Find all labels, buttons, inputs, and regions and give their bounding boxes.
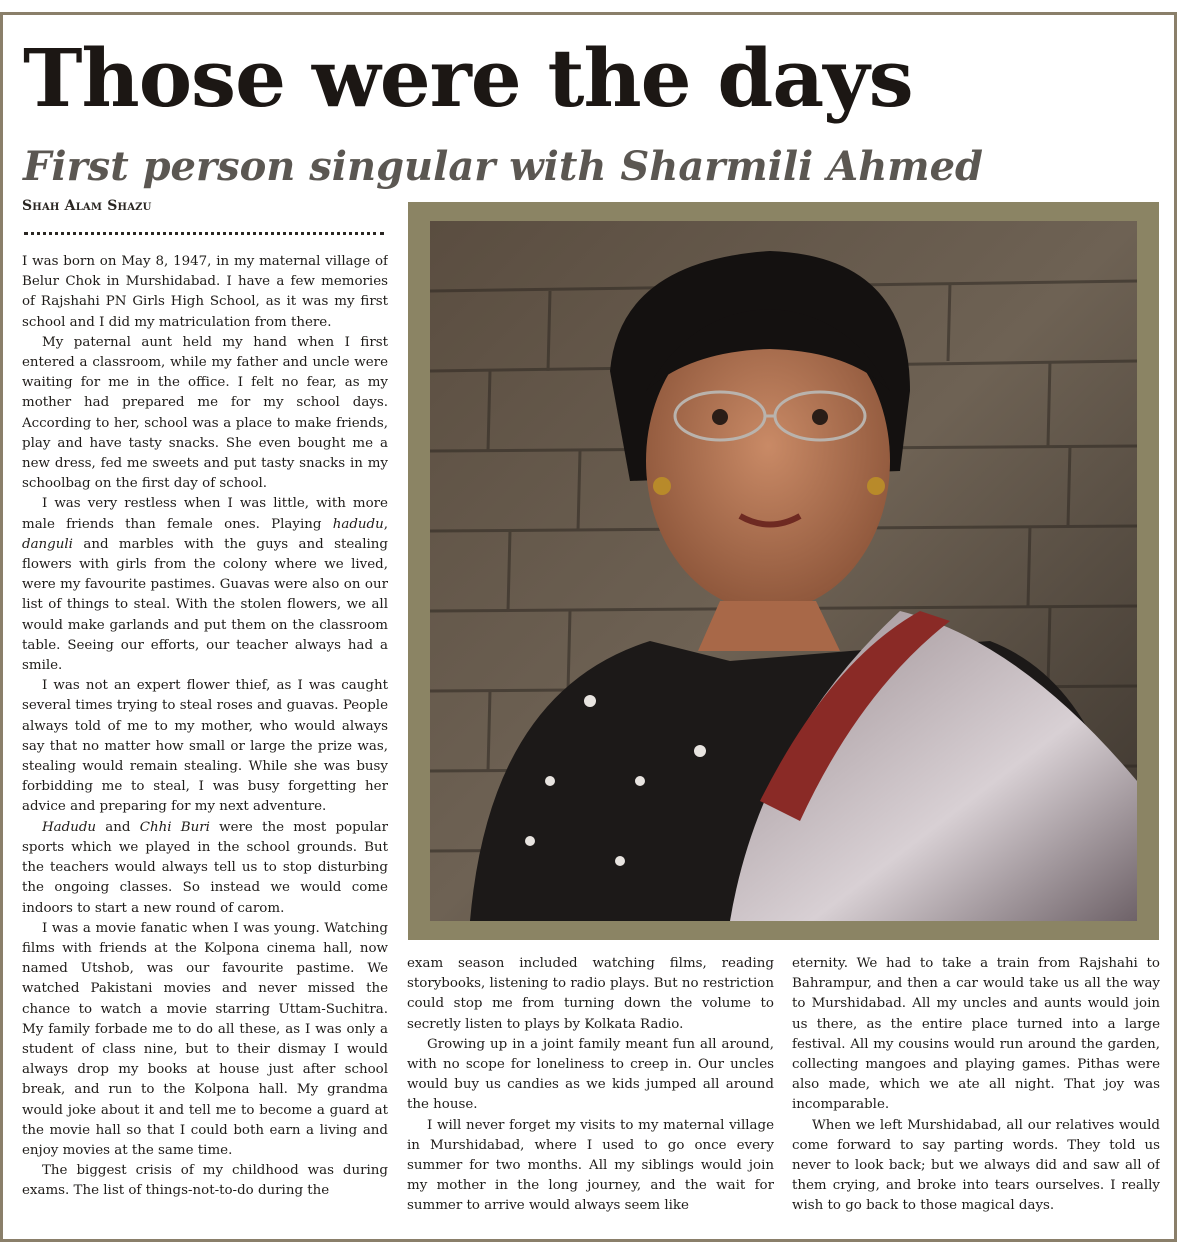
dotted-divider	[24, 232, 384, 235]
paragraph: Growing up in a joint family meant fun all around, with no scope for loneliness to creep in. Our uncles would buy us candies as we kids jumped all around the house.	[407, 1036, 774, 1113]
headline: Those were the days	[23, 31, 913, 125]
paragraph: I will never forget my visits to my maternal village in Murshidabad, where I used to go once every summer for two months. All my siblings would join my mother in the long journey, and the wait for summer to arrive would always seem like	[407, 1117, 774, 1214]
byline: Shah Alam Shazu	[22, 198, 152, 214]
photo-frame	[408, 202, 1159, 940]
paragraph: I was a movie fanatic when I was young. Watching films with friends at the Kolpona cinema hall, now named Utshob, was our favourite pastime. We watched Pakistani movies and never missed the chance to watch a movie starring Uttam-Suchitra. My family forbade me to do all these, as I was only a student of class nine, but to their dismay I would always drop my books at house just after school break, and run to the Kolpona hall. My grandma would joke about it and tell me to become a guard at the movie hall so that I could both earn a living and enjoy movies at the same time.	[22, 920, 388, 1158]
paragraph: Hadudu and Chhi Buri were the most popular sports which we played in the school grounds. But the teachers would always tell us to stop disturbing the ongoing classes. So instead we would come indoors to start a new round of carom.	[22, 819, 388, 916]
article-column-1	[22, 252, 388, 1222]
article-column-2	[407, 954, 774, 1224]
paragraph: I was born on May 8, 1947, in my maternal village of Belur Chok in Murshidabad. I have a few memories of Rajshahi PN Girls High School, as it was my first school and I did my matriculation from there.	[22, 254, 388, 330]
paragraph: exam season included watching films, reading storybooks, listening to radio plays. But no restriction could stop me from turning down the volume to secretly listen to plays by Kolkata Radio.	[407, 956, 774, 1032]
paragraph: I was very restless when I was little, with more male friends than female ones. Playing hadudu, danguli and marbles with the guys and stealing flowers with girls from the colony where we lived, were my favourite pastimes. Guavas were also on our list of things to steal. With the stolen flowers, we all would make garlands and put them on the classroom table. Seeing our efforts, our teacher always had a smile.	[22, 496, 388, 674]
paragraph: When we left Murshidabad, all our relatives would come forward to say parting words. They told us never to look back; but we always did and saw all of them crying, and broke into tears ourselves. I really wish to go back to those magical days.	[792, 1117, 1160, 1214]
paragraph: My paternal aunt held my hand when I first entered a classroom, while my father and uncle were waiting for me in the office. I felt no fear, as my mother had prepared me for my school days. According to her, school was a place to make friends, play and have tasty snacks. She even bought me a new dress, fed me sweets and put tasty snacks in my schoolbag on the first day of school.	[22, 334, 388, 492]
article-column-3	[792, 954, 1160, 1224]
paragraph: The biggest crisis of my childhood was during exams. The list of things-not-to-do during the	[22, 1163, 388, 1199]
paragraph: eternity. We had to take a train from Rajshahi to Bahrampur, and then a car would take us all the way to Murshidabad. All my uncles and aunts would join us there, as the entire place turned into a large festival. All my cousins would run around the garden, collecting mangoes and playing games. Pithas were also made, which we ate all night. That joy was incomparable.	[792, 956, 1160, 1113]
subheadline: First person singular with Sharmili Ahmed	[23, 143, 984, 190]
paragraph: I was not an expert flower thief, as I was caught several times trying to steal roses and guavas. People always told of me to my mother, who would always say that no matter how small or large the prize was, stealing would remain stealing. While she was busy forbidding me to steal, I was busy forgetting her advice and preparing for my next adventure.	[22, 678, 388, 815]
portrait-photo	[430, 221, 1137, 921]
